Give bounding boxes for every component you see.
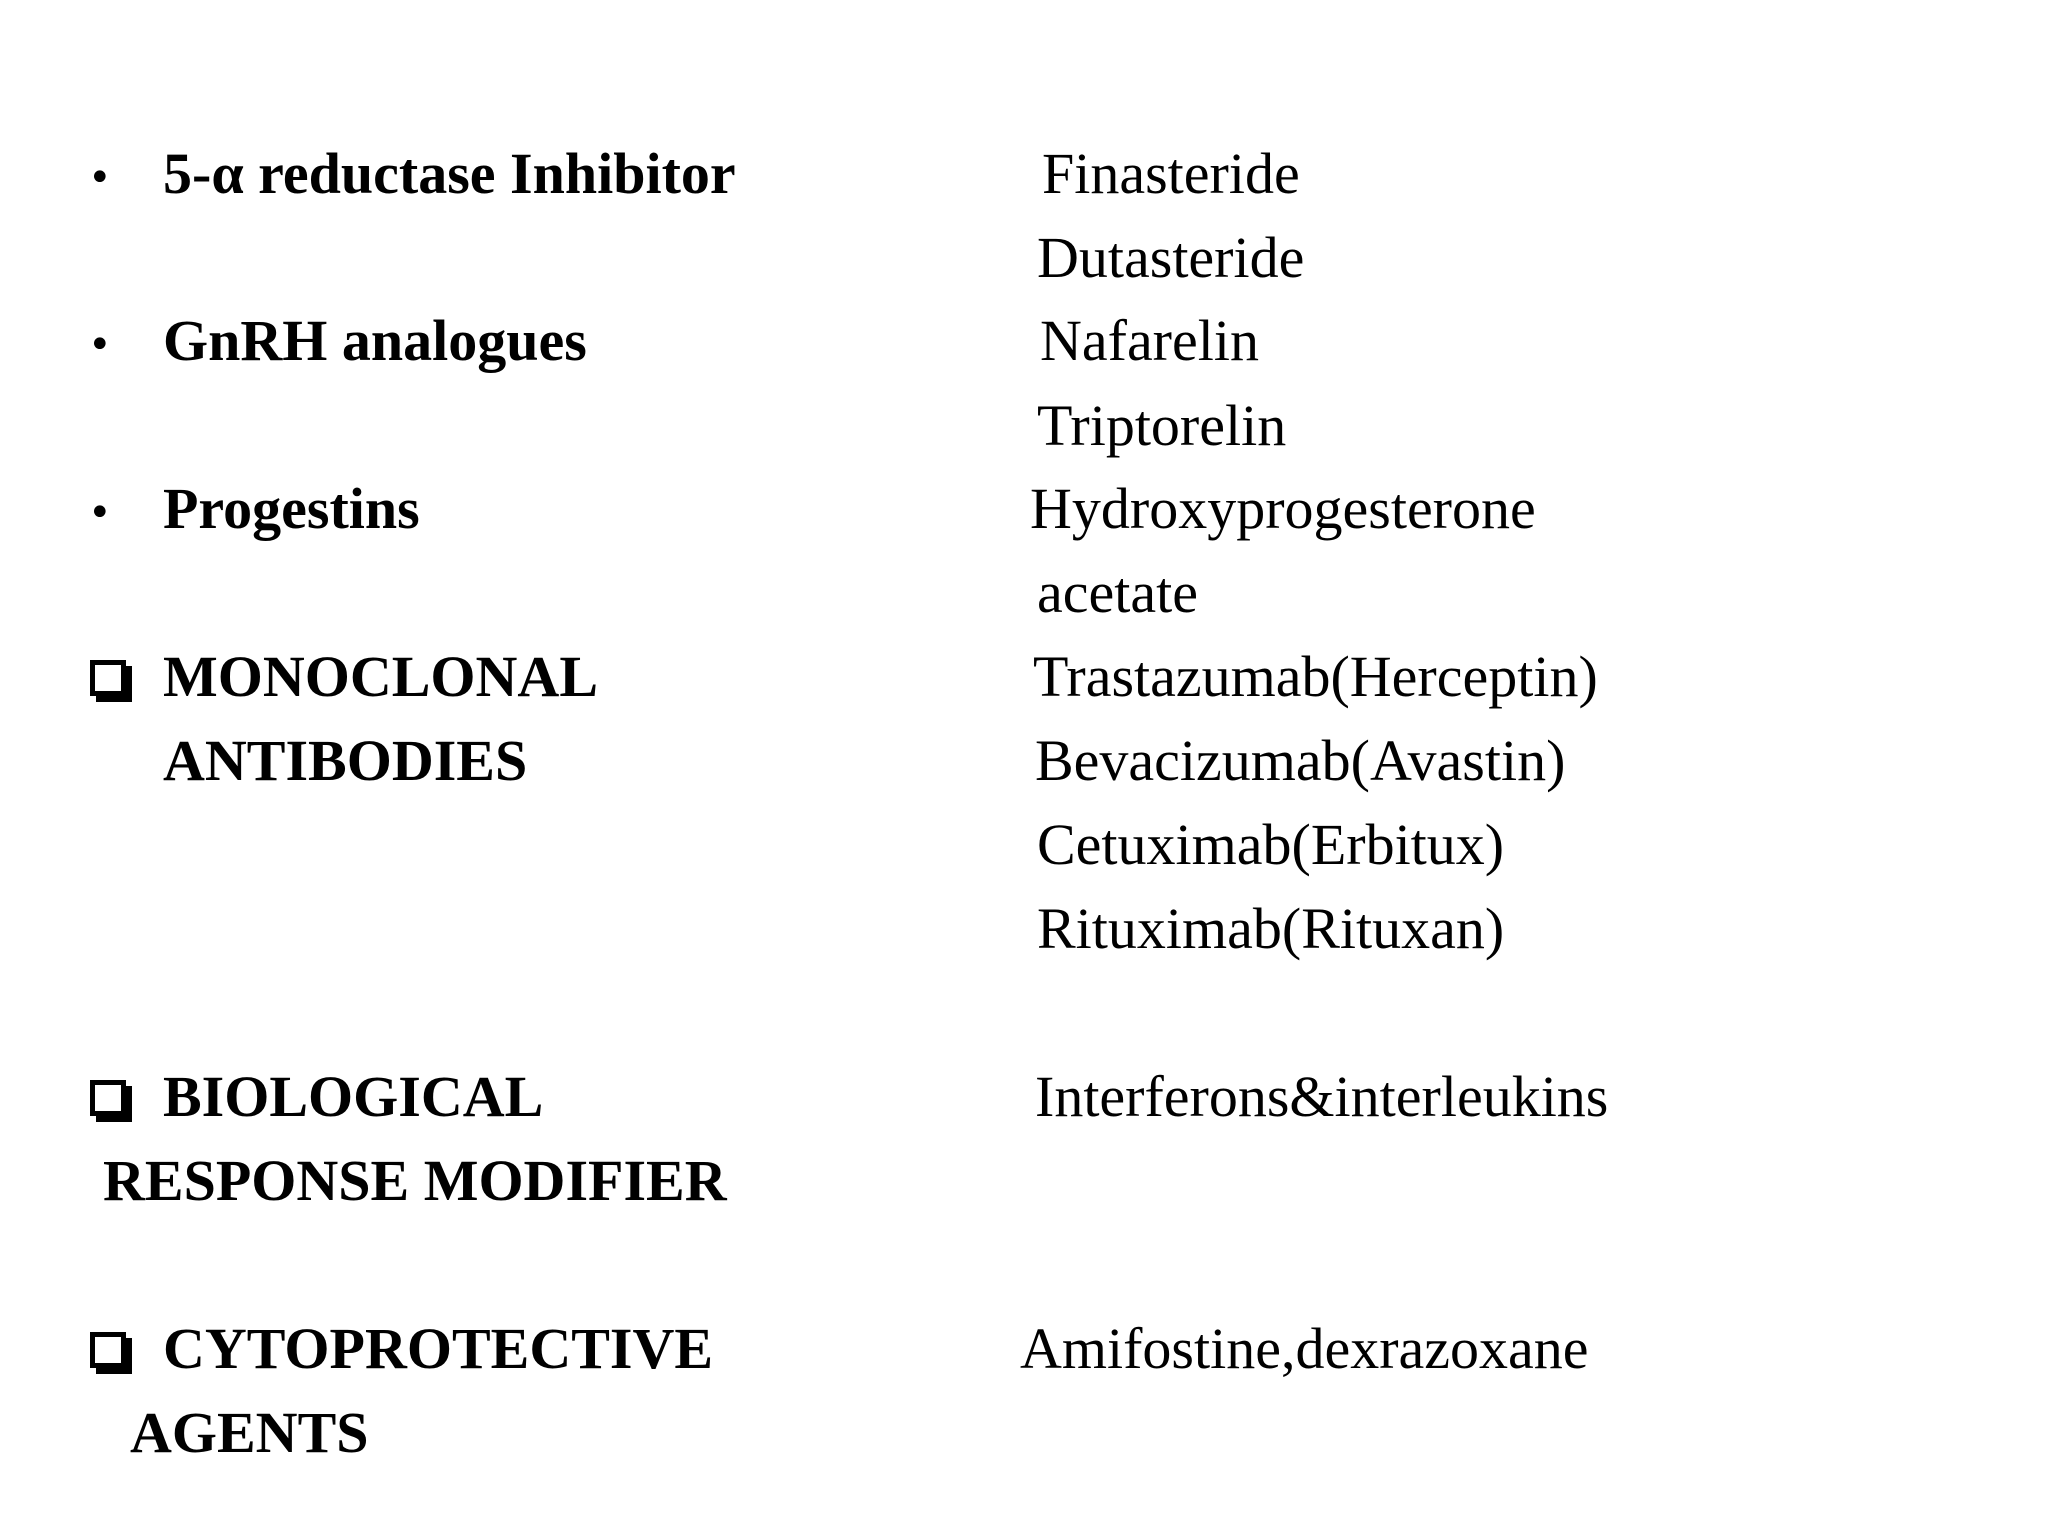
drug-bevacizumab: Bevacizumab(Avastin)	[1035, 728, 1566, 793]
drug-trastazumab: Trastazumab(Herceptin)	[1033, 644, 1598, 709]
label-cytoprotective: CYTOPROTECTIVE	[163, 1316, 714, 1381]
label-monoclonal: MONOCLONAL	[163, 644, 598, 709]
checkbox-icon	[90, 1080, 126, 1116]
bullet-3: •	[88, 490, 112, 536]
drug-hydroxyprogesterone: Hydroxyprogesterone	[1030, 476, 1536, 541]
label-gnrh-analogues: GnRH analogues	[163, 308, 587, 373]
drug-amifostine-dexrazoxane: Amifostine,dexrazoxane	[1020, 1316, 1589, 1381]
label-agents: AGENTS	[130, 1400, 369, 1465]
drug-dutasteride: Dutasteride	[1037, 225, 1305, 290]
bullet-1: •	[88, 155, 112, 201]
label-response-modifier: RESPONSE MODIFIER	[103, 1148, 727, 1213]
drug-nafarelin: Nafarelin	[1040, 308, 1259, 373]
drug-cetuximab: Cetuximab(Erbitux)	[1037, 812, 1505, 877]
label-5-alpha-reductase-inhibitor: 5-α reductase Inhibitor	[163, 141, 736, 206]
drug-interferons-interleukins: Interferons&interleukins	[1035, 1064, 1609, 1129]
drug-triptorelin: Triptorelin	[1037, 393, 1287, 458]
drug-rituximab: Rituximab(Rituxan)	[1037, 896, 1505, 961]
label-antibodies: ANTIBODIES	[163, 728, 528, 793]
label-progestins: Progestins	[163, 476, 420, 541]
label-biological: BIOLOGICAL	[163, 1064, 544, 1129]
checkbox-icon	[90, 660, 126, 696]
bullet-2: •	[88, 322, 112, 368]
checkbox-icon	[90, 1332, 126, 1368]
drug-finasteride: Finasteride	[1042, 141, 1300, 206]
drug-acetate: acetate	[1037, 560, 1198, 625]
